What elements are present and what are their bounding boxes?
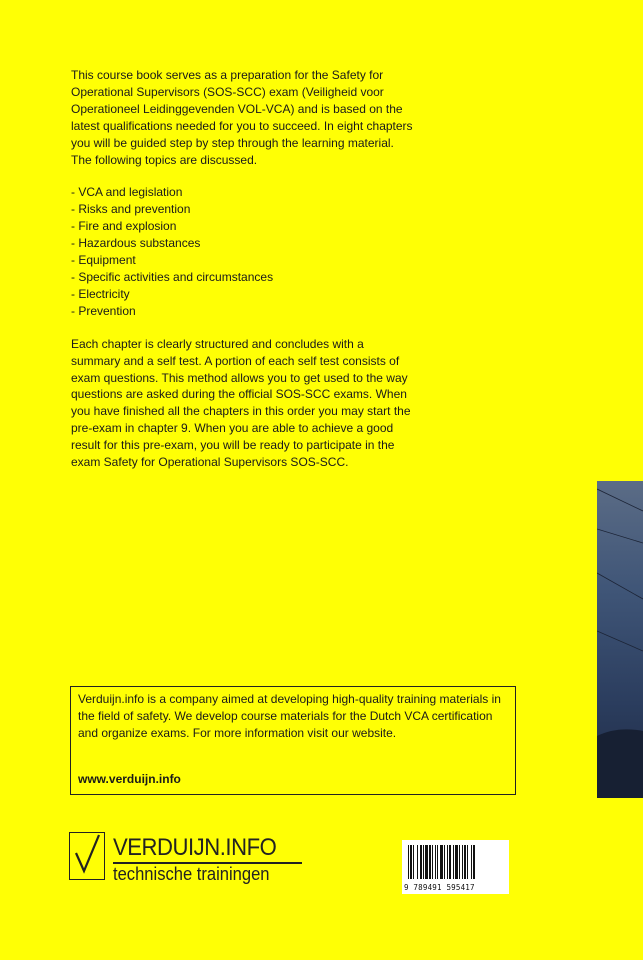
barcode-bars (408, 845, 503, 879)
checkmark-box-icon (69, 832, 105, 880)
isbn-barcode (402, 840, 509, 894)
isbn-digits: 9 789491 595417 (404, 883, 475, 892)
topic-item: - VCA and legislation (71, 185, 183, 200)
spine-photo (597, 481, 643, 798)
logo-brand: VERDUIJN.INFO (113, 834, 277, 861)
topics-list (71, 184, 416, 319)
logo-tagline: technische trainingen (113, 864, 270, 884)
method-paragraph: Each chapter is clearly structured and concludes with a summary and a self test. A portion of each self test consists of exam questions. This method allows you to get used to the way questions are asked during the official SOS-SCC exams. When you have finished all the chapters in this order you may start the pre-exam in chapter 9. When you are able to achieve a good result for this pre-exam, you will be ready to participate in the exam Safety for Operational Supervisors SOS-SCC. (71, 336, 411, 470)
topic-item: - Specific activities and circumstances (71, 269, 274, 284)
publisher-logo (69, 829, 299, 887)
topic-item: - Hazardous substances (71, 236, 201, 251)
topic-item: - Prevention (71, 303, 136, 318)
topic-item: - Equipment (71, 253, 136, 268)
topic-item: - Fire and explosion (71, 219, 177, 234)
intro-text (71, 67, 416, 471)
company-description: Verduijn.info is a company aimed at developing high-quality training materials in the field of safety. We develop course materials for the Dutch VCA certification and organize exams. For more information visit our website. (78, 692, 501, 740)
power-lines-image (597, 481, 643, 798)
company-info-box (70, 686, 516, 795)
topic-item: - Risks and prevention (71, 202, 191, 217)
topic-item: - Electricity (71, 286, 130, 301)
intro-paragraph: This course book serves as a preparation for the Safety for Operational Supervisors (SOS-SCC) exam (Veiligheid voor Operationeel Leidinggevenden VOL-VCA) and is based on the latest qualifications needed for you to succeed. In eight chapters you will be guided step by step through the learning material. The following topics are discussed. (71, 68, 413, 167)
website-link[interactable]: www.verduijn.info (78, 772, 181, 786)
